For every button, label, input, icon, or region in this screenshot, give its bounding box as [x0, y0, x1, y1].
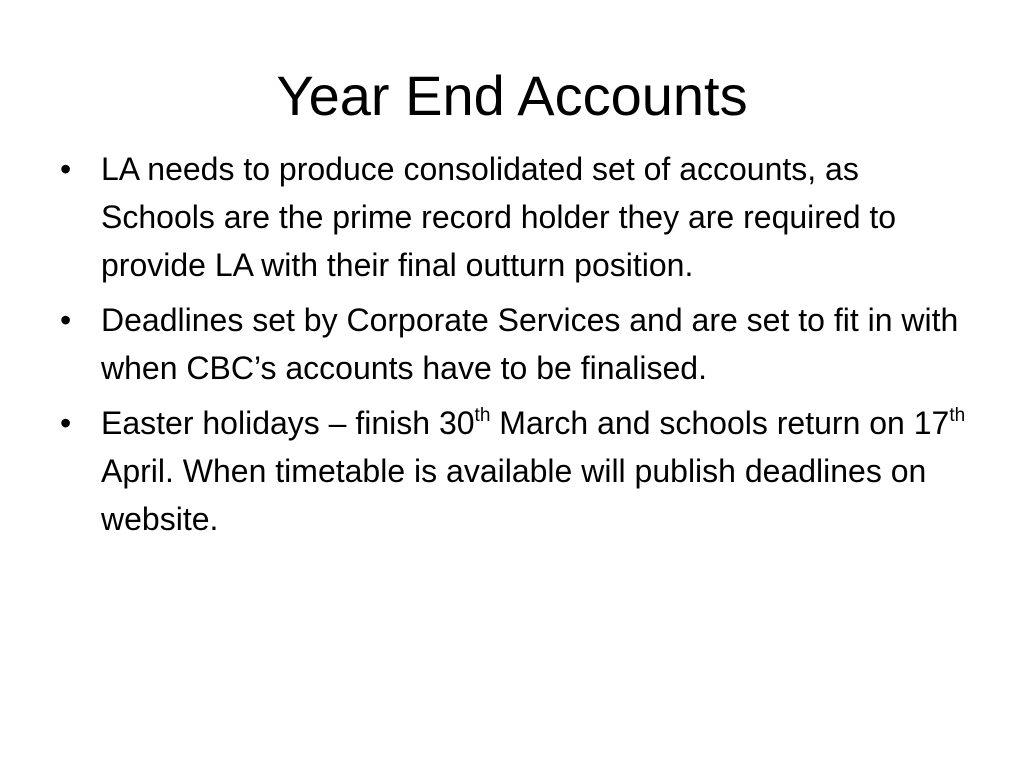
ordinal-suffix: th	[474, 405, 491, 426]
bullet-list	[56, 145, 968, 550]
bullet-text-part: Easter holidays – finish 30	[101, 405, 475, 441]
bullet-dot-icon: •	[60, 302, 72, 338]
bullet-text: LA needs to produce consolidated set of accounts, as Schools are the prime record holder they are required to provide LA with their final outturn position.	[101, 151, 897, 283]
bullet-text-part: April. When timetable is available will publish deadlines on website.	[101, 453, 927, 537]
bullet-item	[56, 296, 968, 392]
bullet-text	[101, 405, 965, 537]
bullet-text: Deadlines set by Corporate Services and are set to fit in with when CBC’s accounts have to be finalised.	[101, 302, 959, 386]
bullet-item	[56, 145, 968, 289]
bullet-dot-icon: •	[60, 151, 72, 187]
bullet-item	[56, 399, 968, 543]
slide-title: Year End Accounts	[276, 64, 748, 127]
ordinal-suffix: th	[949, 405, 966, 426]
bullet-dot-icon: •	[60, 405, 72, 441]
bullet-text-part: March and schools return on 17	[490, 405, 950, 441]
